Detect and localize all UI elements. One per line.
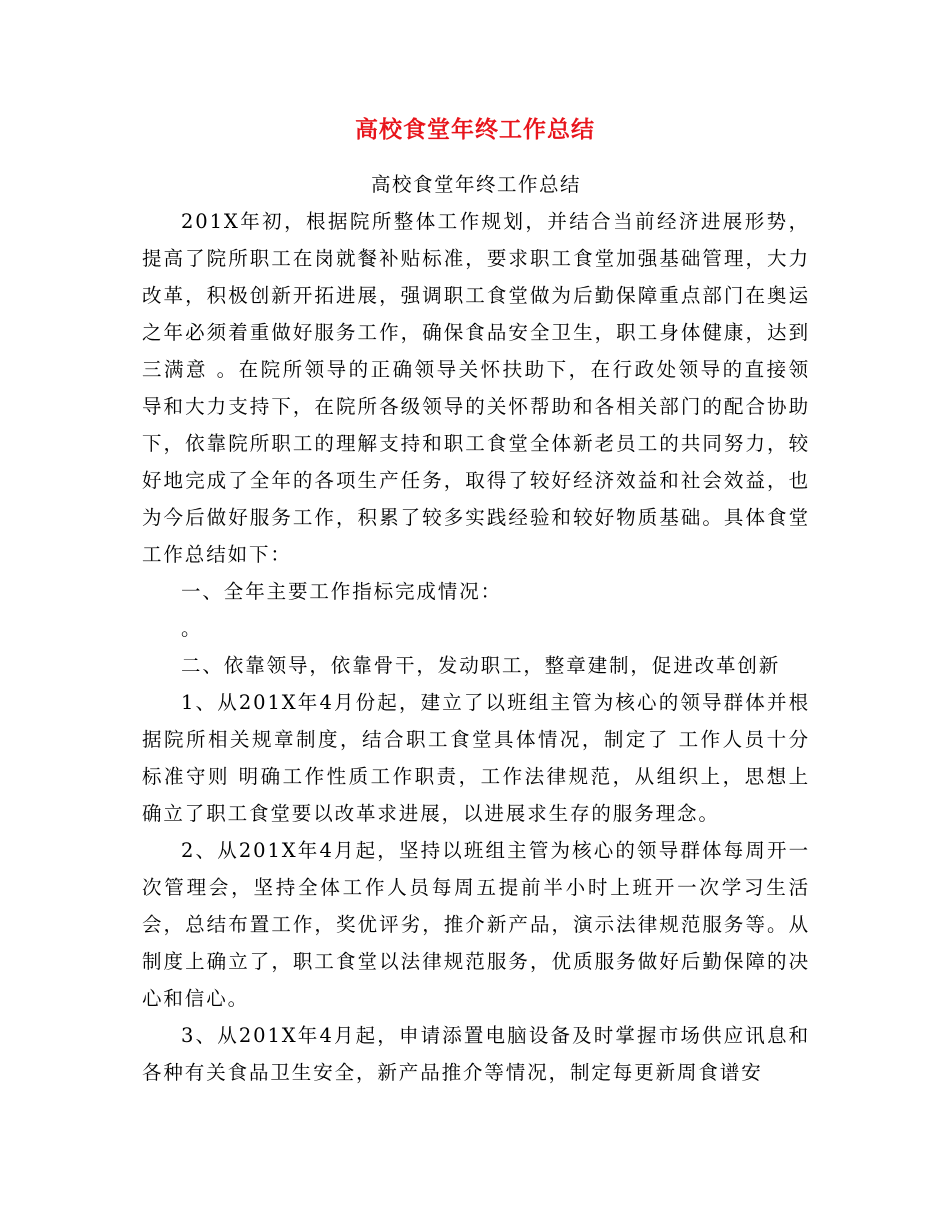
paragraph-item-2: 2、从201X年4月起，坚持以班组主管为核心的领导群体每周开一次管理会，坚持全体工作人员每周五提前半小时上班开一次学习生活会，总结布置工作，奖优评劣，推介新产品，演示法律规范服务等。从制度上确立了，职工食堂以法律规范服务，优质服务做好后勤保障的决心和信心。	[142, 839, 810, 1010]
section-heading-2: 二、依靠领导，依靠骨干，发动职工，整章建制，促进改革创新	[181, 654, 781, 677]
document-body	[142, 166, 810, 1091]
paragraph-placeholder: 。	[181, 617, 203, 640]
paragraph-item-3: 3、从201X年4月起，申请添置电脑设备及时掌握市场供应讯息和各种有关食品卫生安全，新产品推介等情况，制定每更新周食谱安	[142, 1024, 810, 1084]
section-heading-1: 一、全年主要工作指标完成情况：	[181, 580, 503, 603]
document-title: 高校食堂年终工作总结	[355, 116, 595, 143]
paragraph-intro: 201X年初，根据院所整体工作规划，并结合当前经济进展形势，提高了院所职工在岗就餐补贴标准，要求职工食堂加强基础管理，大力改革，积极创新开拓进展，强调职工食堂做为后勤保障重点部门在奥运之年必须着重做好服务工作，确保食品安全卫生，职工身体健康，达到 三满意 。在院所领导的正确领导关怀扶助下，在行政处领导的直接领导和大力支持下，在院所各级领导的关怀帮助和各相关部门的配合协助下，依靠院所职工的理解支持和职工食堂全体新老员工的共同努力，较好地完成了全年的各项生产任务，取得了较好经济效益和社会效益，也为今后做好服务工作，积累了较多实践经验和较好物质基础。具体食堂工作总结如下：	[142, 210, 810, 566]
paragraph-item-1: 1、从201X年4月份起，建立了以班组主管为核心的领导群体并根据院所相关规章制度，结合职工食堂具体情况，制定了 工作人员十分标准守则 明确工作性质工作职责，工作法律规范，从组织上，思想上确立了职工食堂要以改革求进展，以进展求生存的服务理念。	[142, 691, 810, 825]
document-subtitle: 高校食堂年终工作总结	[370, 173, 581, 196]
